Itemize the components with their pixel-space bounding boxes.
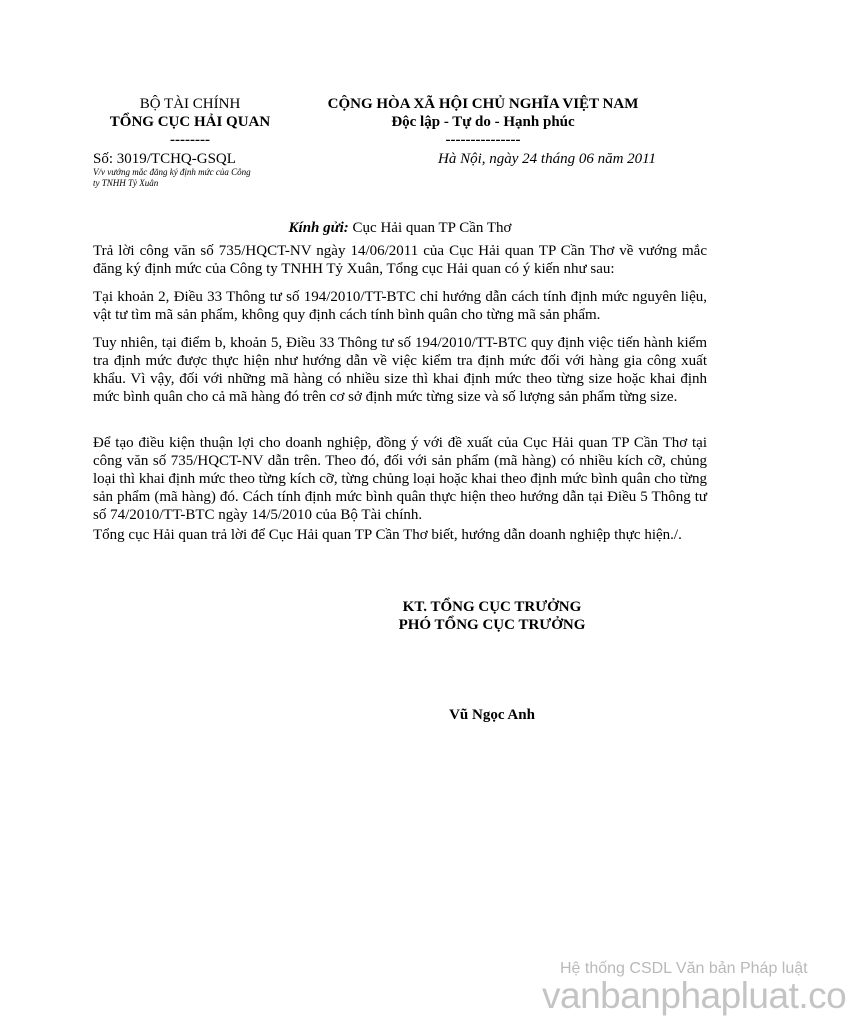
national-motto: Độc lập - Tự do - Hạnh phúc: [391, 114, 575, 130]
state-header-block: [300, 95, 666, 149]
issuer-block: [90, 95, 290, 149]
subject-line: ty TNHH Tỷ Xuân: [93, 178, 159, 188]
ministry-name: BỘ TÀI CHÍNH: [139, 96, 241, 112]
signature-block: [380, 598, 604, 634]
signer-name: Vũ Ngọc Anh: [449, 707, 535, 723]
signer-title: PHÓ TỔNG CỤC TRƯỞNG: [398, 617, 586, 633]
watermark-caption: Hệ thống CSDL Văn bản Pháp luật: [560, 960, 808, 977]
country-name: CỘNG HÒA XÃ HỘI CHỦ NGHĨA VIỆT NAM: [327, 96, 639, 112]
document-number: Số: 3019/TCHQ-GSQL: [93, 151, 236, 167]
recipient-label: Kính gửi:: [288, 220, 349, 236]
motto-divider: ---------------: [445, 132, 521, 148]
body-paragraph: Để tạo điều kiện thuận lợi cho doanh nghiệp, đồng ý với đề xuất của Cục Hải quan TP Cần Thơ tại công văn số 735/HQCT-NV dẫn trên. Theo đó, đối với sản phẩm (mã hàng) có nhiều kích cỡ, chủng loại thì khai định mức theo từng kích cỡ, từng chủng loại hoặc khai theo định mức bình quân cho từng sản phẩm (mã hàng) đó. Cách tính định mức bình quân thực hiện theo hướng dẫn tại Điều 5 Thông tư số 74/2010/TT-BTC ngày 14/5/2010 của Bộ Tài chính.: [93, 435, 707, 523]
signer-title: KT. TỔNG CỤC TRƯỞNG: [402, 599, 582, 615]
body-paragraph: Tổng cục Hải quan trả lời để Cục Hải quan TP Cần Thơ biết, hướng dẫn doanh nghiệp thực hiện./.: [93, 527, 682, 543]
watermark-site: vanbanphapluat.co: [542, 975, 846, 1016]
department-name: TỔNG CỤC HẢI QUAN: [109, 114, 271, 130]
subject-line: V/v vướng mắc đăng ký định mức của Công: [93, 167, 251, 177]
place-date: Hà Nội, ngày 24 tháng 06 năm 2011: [438, 151, 657, 167]
body-paragraph: Tuy nhiên, tại điểm b, khoản 5, Điều 33 Thông tư số 194/2010/TT-BTC quy định việc tiến hành kiểm tra định mức được thực hiện như hướng dẫn về việc kiểm tra định mức đối với hàng gia công xuất khẩu. Vì vậy, đối với những mã hàng có nhiều size thì khai định mức theo từng size hoặc khai định mức bình quân cho cả mã hàng đó trên cơ sở định mức từng size và số lượng sản phẩm từng size.: [93, 335, 707, 405]
issuer-divider: --------: [170, 132, 210, 148]
subject-block: [93, 167, 303, 189]
body-paragraph: Tại khoản 2, Điều 33 Thông tư số 194/2010/TT-BTC chỉ hướng dẫn cách tính định mức nguyên liệu, vật tư tìm mã sản phẩm, không quy định cách tính bình quân cho từng mã sản phẩm.: [93, 289, 707, 323]
body-paragraph: Trả lời công văn số 735/HQCT-NV ngày 14/06/2011 của Cục Hải quan TP Cần Thơ về vướng mắc đăng ký định mức của Công ty TNHH Tỷ Xuân, Tổng cục Hải quan có ý kiến như sau:: [93, 243, 707, 277]
recipient-line: [93, 219, 707, 237]
recipient-name: Cục Hải quan TP Cần Thơ: [352, 220, 512, 236]
